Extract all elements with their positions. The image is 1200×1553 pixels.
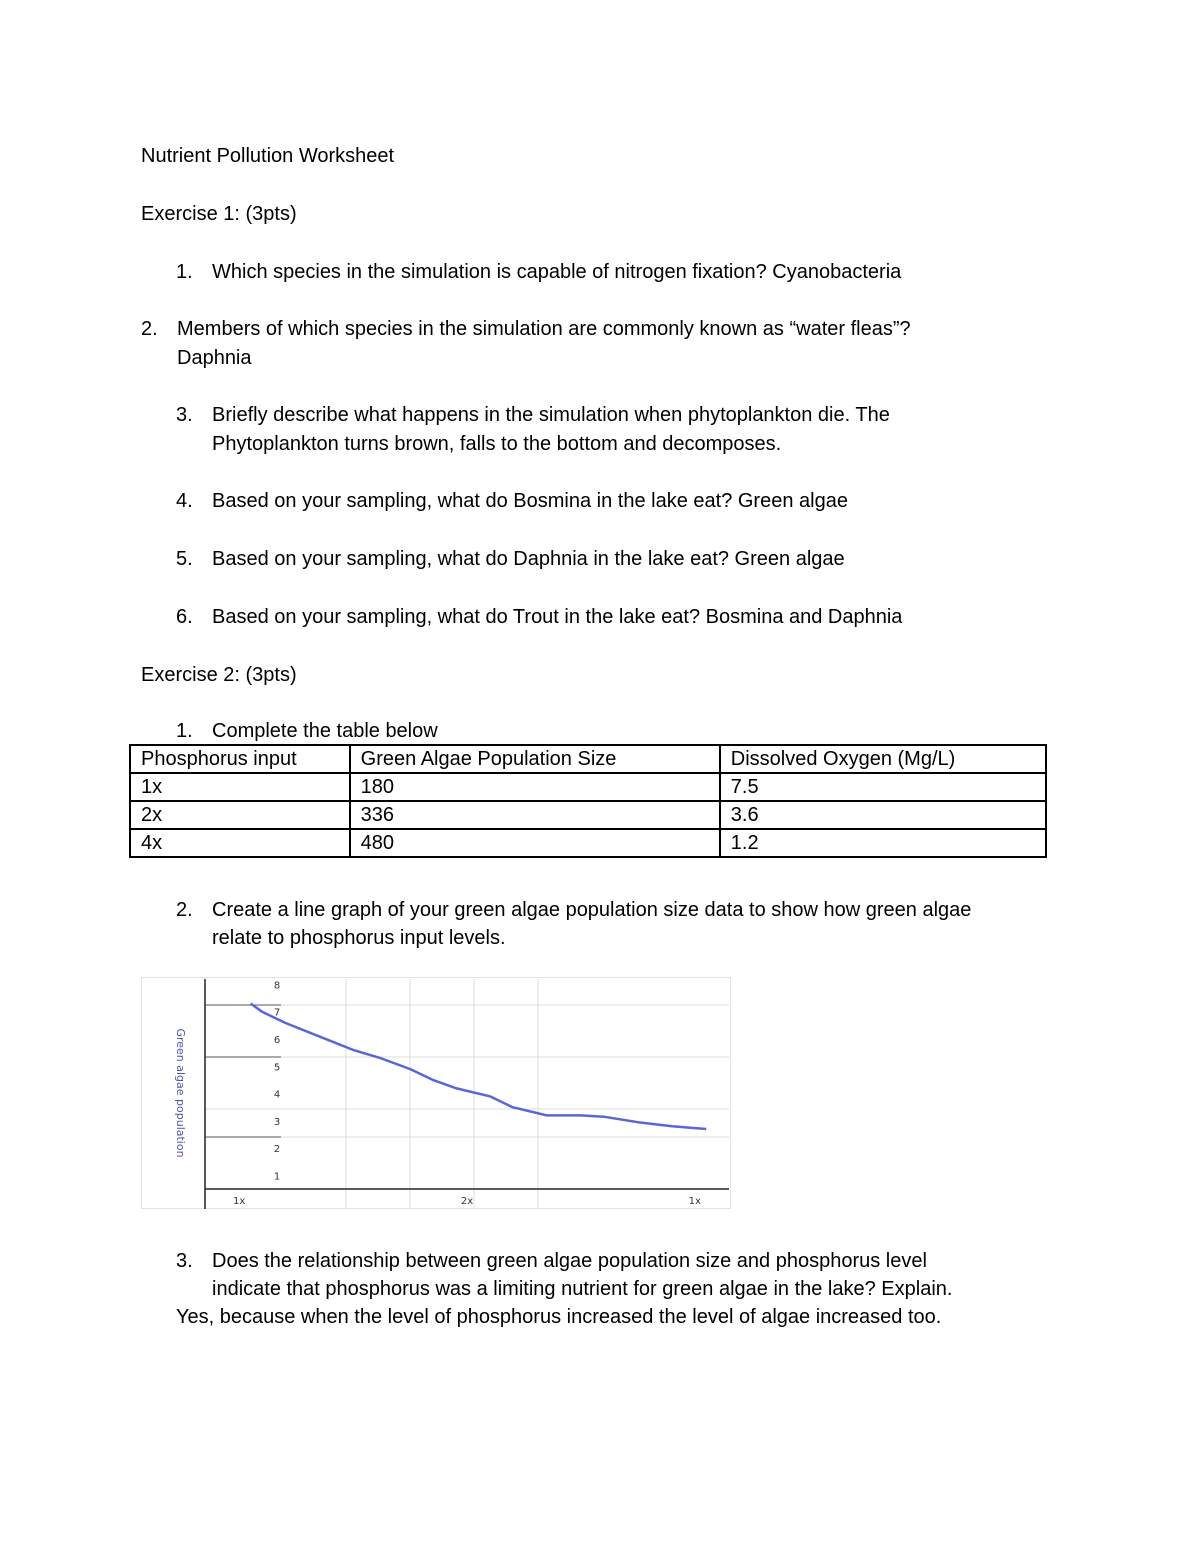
table-cell: 1.2 xyxy=(720,829,1046,857)
table-cell: 4x xyxy=(130,829,350,857)
table-header-cell: Green Algae Population Size xyxy=(350,745,720,773)
table-cell: 180 xyxy=(350,773,720,801)
y-tick-label: 3 xyxy=(273,1116,281,1128)
ex1-question-1 xyxy=(176,258,901,286)
question-text: Members of which species in the simulation are commonly known as “water fleas”? xyxy=(177,318,911,340)
table-row xyxy=(130,801,1046,829)
y-tick-label: 1 xyxy=(273,1171,281,1183)
table-cell: 7.5 xyxy=(720,773,1046,801)
table-row xyxy=(130,773,1046,801)
table-cell: 480 xyxy=(350,829,720,857)
chart-ticks xyxy=(233,980,701,1207)
ex2-question-2-cont: relate to phosphorus input levels. xyxy=(212,927,506,949)
question-text: Does the relationship between green algae population size and phosphorus level xyxy=(212,1250,927,1272)
y-tick-label: 4 xyxy=(273,1089,281,1101)
question-text: Create a line graph of your green algae population size data to show how green algae xyxy=(212,899,972,921)
y-tick-label: 2 xyxy=(273,1144,281,1156)
ex1-question-2 xyxy=(141,315,911,343)
exercise-1-heading: Exercise 1: (3pts) xyxy=(141,203,297,225)
table-header-cell: Dissolved Oxygen (Mg/L) xyxy=(720,745,1046,773)
list-number: 2. xyxy=(141,318,158,340)
ex1-question-5 xyxy=(176,545,845,573)
y-tick-label: 7 xyxy=(273,1007,281,1019)
table-cell: 3.6 xyxy=(720,801,1046,829)
table-row xyxy=(130,829,1046,857)
ex1-answer-3: Phytoplankton turns brown, falls to the bottom and decomposes. xyxy=(212,433,782,455)
y-axis-label: Green algae population xyxy=(174,1028,187,1158)
list-number: 3. xyxy=(176,1250,193,1272)
question-text: Based on your sampling, what do Bosmina in the lake eat? Green algae xyxy=(212,490,848,512)
table-header-row xyxy=(130,745,1046,773)
ex1-question-4 xyxy=(176,487,848,515)
ex2-question-1 xyxy=(176,717,438,745)
list-number: 1. xyxy=(176,261,193,283)
table-cell: 1x xyxy=(130,773,350,801)
question-text: Which species in the simulation is capable of nitrogen fixation? Cyanobacteria xyxy=(212,261,902,283)
x-tick-label: 1x xyxy=(688,1196,701,1207)
page-title: Nutrient Pollution Worksheet xyxy=(141,145,395,167)
ex1-answer-2: Daphnia xyxy=(177,347,252,369)
algae-line-chart xyxy=(141,977,731,1209)
ex2-answer-3: Yes, because when the level of phosphorus increased the level of algae increased too. xyxy=(176,1306,942,1328)
x-tick-label: 2x xyxy=(460,1196,474,1207)
question-text: Briefly describe what happens in the simulation when phytoplankton die. The xyxy=(212,404,890,426)
ex2-question-3-cont: indicate that phosphorus was a limiting nutrient for green algae in the lake? Explain. xyxy=(212,1278,953,1300)
list-number: 1. xyxy=(176,720,193,742)
y-tick-label: 5 xyxy=(273,1062,281,1074)
exercise-2-heading: Exercise 2: (3pts) xyxy=(141,664,297,686)
list-number: 5. xyxy=(176,548,193,570)
list-number: 4. xyxy=(176,490,193,512)
list-number: 3. xyxy=(176,404,193,426)
table-header-cell: Phosphorus input xyxy=(130,745,350,773)
question-text: Based on your sampling, what do Trout in the lake eat? Bosmina and Daphnia xyxy=(212,606,903,628)
question-text: Complete the table below xyxy=(212,720,438,742)
question-text: Based on your sampling, what do Daphnia in the lake eat? Green algae xyxy=(212,548,845,570)
ex2-question-3 xyxy=(176,1247,927,1275)
chart-grid xyxy=(142,978,731,1210)
list-number: 2. xyxy=(176,899,193,921)
y-tick-label: 8 xyxy=(273,980,281,992)
phosphorus-table xyxy=(129,744,1047,858)
table-cell: 2x xyxy=(130,801,350,829)
series-line xyxy=(251,1004,707,1130)
ex1-question-6 xyxy=(176,603,902,631)
list-number: 6. xyxy=(176,606,193,628)
x-tick-label: 1x xyxy=(233,1196,246,1207)
ex1-question-3 xyxy=(176,401,890,429)
y-tick-label: 6 xyxy=(273,1035,281,1046)
chart-frame xyxy=(142,978,731,1209)
ex2-question-2 xyxy=(176,896,971,924)
table-cell: 336 xyxy=(350,801,720,829)
